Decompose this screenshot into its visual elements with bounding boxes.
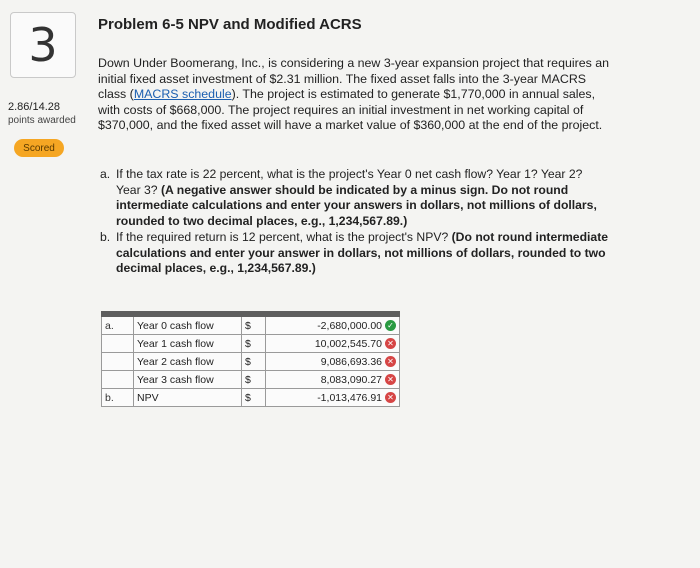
question-a <box>100 167 610 229</box>
question-body: If the tax rate is 22 percent, what is the project's Year 0 net cash flow? Year 1? Year 2? Year 3? <box>116 167 583 197</box>
status-badge: Scored <box>14 139 64 157</box>
table-row <box>102 371 400 389</box>
currency-symbol: $ <box>242 389 266 407</box>
points-label: points awarded <box>8 115 76 126</box>
x-icon: ✕ <box>385 392 396 403</box>
question-letter: a. <box>100 167 111 181</box>
row-label: Year 2 cash flow <box>134 353 242 371</box>
problem-text-part1: Down Under Boomerang, Inc., is considering a new 3-year expansion project that requires an initial fixed asset investment of $2.31 million. The fixed asset falls into the 3-year MACRS class ( <box>98 56 610 102</box>
table-row <box>102 353 400 371</box>
x-icon: ✕ <box>385 374 396 385</box>
question-body: If the required return is 12 percent, what is the project's NPV? <box>116 230 452 244</box>
question-text <box>116 167 610 229</box>
question-instruction: (Do not round intermediate calculations and enter your answer in dollars, not millions of dollars, rounded to two decimal places, e.g., 1,234,567.89.) <box>116 230 609 275</box>
part-label: a. <box>102 317 134 335</box>
table-row <box>102 335 400 353</box>
currency-symbol: $ <box>242 371 266 389</box>
answer-value: -2,680,000.00 <box>317 319 382 332</box>
question-letter: b. <box>100 230 111 244</box>
answer-value: -1,013,476.91 <box>317 391 382 404</box>
x-icon: ✕ <box>385 338 396 349</box>
table-row <box>102 389 400 407</box>
answer-input-year2[interactable] <box>266 353 400 371</box>
currency-symbol: $ <box>242 335 266 353</box>
answer-input-npv[interactable] <box>266 389 400 407</box>
macrs-schedule-link[interactable]: MACRS schedule <box>133 87 232 102</box>
question-number: 3 <box>10 12 76 78</box>
answer-value: 10,002,545.70 <box>314 337 382 350</box>
currency-symbol: $ <box>242 317 266 335</box>
row-label: Year 3 cash flow <box>134 371 242 389</box>
answer-input-year0[interactable] <box>266 317 400 335</box>
problem-title: Problem 6-5 NPV and Modified ACRS <box>98 16 362 33</box>
row-label: Year 0 cash flow <box>134 317 242 335</box>
check-icon: ✓ <box>385 320 396 331</box>
x-icon: ✕ <box>385 356 396 367</box>
question-list <box>100 167 610 278</box>
problem-statement <box>98 56 614 134</box>
row-label: NPV <box>134 389 242 407</box>
part-label <box>102 353 134 371</box>
part-label <box>102 371 134 389</box>
question-instruction: (A negative answer should be indicated by a minus sign. Do not round intermediate calculations and enter your answers in dollars, not millions of dollars, rounded to two decimal places, e.g., 1,234,567.89.) <box>116 182 597 228</box>
part-label: b. <box>102 389 134 407</box>
question-text <box>116 230 610 277</box>
question-sidebar <box>0 0 88 568</box>
table-row <box>102 317 400 335</box>
part-label <box>102 335 134 353</box>
row-label: Year 1 cash flow <box>134 335 242 353</box>
answer-table <box>101 311 400 407</box>
currency-symbol: $ <box>242 353 266 371</box>
points-awarded <box>8 101 88 127</box>
points-value: 2.86/14.28 <box>8 101 60 113</box>
answer-value: 9,086,693.36 <box>320 355 382 368</box>
answer-value: 8,083,090.27 <box>320 373 382 386</box>
question-b <box>100 230 610 277</box>
answer-input-year1[interactable] <box>266 335 400 353</box>
problem-text-part2: ). The project is estimated to generate $1,770,000 in annual sales, with costs of $668,000. The project requires an initial investment in net working capital of $370,000, and the fixed asset will have a market value of $360,000 at the end of the project. <box>98 87 603 133</box>
answer-input-year3[interactable] <box>266 371 400 389</box>
